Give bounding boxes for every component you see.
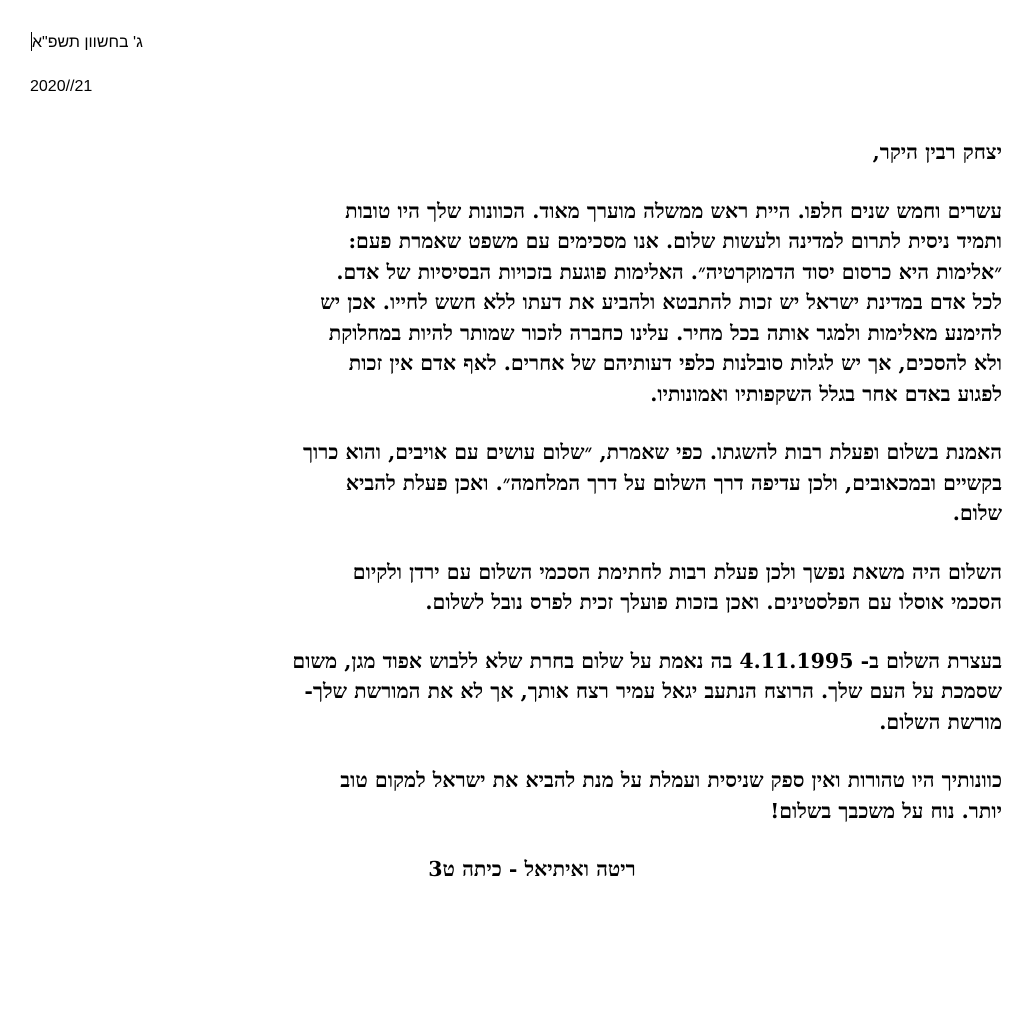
letter-body xyxy=(62,137,1002,885)
text-line: בעצרת השלום ב- 4.11.1995 בה נאמת על שלום בחרת שלא ללבוש אפוד מגן, משום xyxy=(292,648,1002,673)
text-line: לכל אדם במדינת ישראל יש זכות להתבטא ולהביע את דעתו ללא חשש לחייו. אכן יש xyxy=(320,290,1002,314)
text-line: לפגוע באדם אחר בגלל השקפותיו ואמונותיו. xyxy=(650,381,1002,406)
text-line: להימנע מאלימות ולמגר אותה בכל מחיר. עלינו כחברה לזכור שמותר להיות במחלוקת xyxy=(328,320,1002,345)
text-line: ותמיד ניסית לתרום למדינה ולעשות שלום. אנו מסכימים עם משפט שאמרת פעם: xyxy=(348,229,1002,253)
paragraph-4 xyxy=(62,646,1002,738)
text-line: שלום. xyxy=(952,501,1002,525)
paragraph-2 xyxy=(62,437,1002,529)
hebrew-date-text: ג' בחשוון תשפ"א xyxy=(32,34,143,51)
text-line: ״אלימות היא כרסום יסוד הדמוקרטיה״. האלימות פוגעת בזכויות הבסיסיות של אדם. xyxy=(336,259,1002,284)
text-line: הסכמי אוסלו עם הפלסטינים. ואכן בזכות פועלך זכית לפרס נובל לשלום. xyxy=(425,590,1002,614)
text-line: שסמכת על העם שלך. הרוצח הנתעב יגאל עמיר רצח אותך, אך לא את המורשת שלך- xyxy=(304,679,1002,703)
paragraph-5 xyxy=(62,765,1002,826)
text-line: האמנת בשלום ופעלת רבות להשגתו. כפי שאמרת, ״שלום עושים עם אויבים, והוא כרוך xyxy=(302,440,1002,464)
text-line: השלום היה משאת נפשך ולכן פעלת רבות לחתימת הסכמי השלום עם ירדן ולקיום xyxy=(352,559,1002,584)
signature: ריטה ואיתיאל - כיתה ט3 xyxy=(428,857,636,881)
text-line: עשרים וחמש שנים חלפו. היית ראש ממשלה מוערך מאוד. הכוונות שלך היו טובות xyxy=(345,198,1002,223)
salutation: יצחק רבין היקר, xyxy=(872,140,1002,164)
text-line: ולא להסכים, אך יש לגלות סובלנות כלפי דעותיהם של אחרים. לאף אדם אין זכות xyxy=(348,351,1002,375)
text-line: מורשת השלום. xyxy=(879,709,1002,734)
paragraph-1 xyxy=(62,196,1002,410)
text-line: בקשיים ובמכאובים, ולכן עדיפה דרך השלום על דרך המלחמה״. ואכן פעלת להביא xyxy=(345,470,1002,495)
text-line: יותר. נוח על משכבך בשלום! xyxy=(770,798,1002,823)
paragraph-3 xyxy=(62,557,1002,618)
hebrew-date xyxy=(30,32,143,52)
gregorian-date: 2020//21 xyxy=(30,78,93,95)
text-line: כוונותיך היו טהורות ואין ספק שניסית ועמלת על מנת להביא את ישראל למקום טוב xyxy=(340,768,1002,792)
